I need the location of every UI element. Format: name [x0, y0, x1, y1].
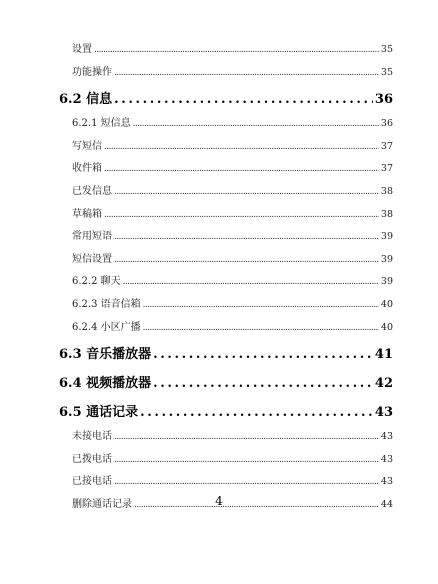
toc-entry-title: 草稿箱	[72, 208, 102, 220]
toc-entry-title: 6.4 视频播放器	[59, 376, 152, 392]
dot-leader	[153, 347, 373, 362]
toc-entry-title: 写短信	[72, 140, 102, 152]
toc-entry-title: 已接电话	[72, 476, 112, 488]
dot-leader	[104, 142, 379, 152]
dot-leader	[114, 432, 379, 442]
toc-entry-title: 6.3 音乐播放器	[59, 347, 152, 363]
toc-entry-title: 收件箱	[72, 163, 102, 175]
toc-entry-page: 37	[380, 163, 393, 175]
toc-entry-title: 6.2.1 短信息	[72, 118, 131, 130]
dot-leader	[114, 68, 379, 78]
toc-entry-title: 6.5 通话记录	[59, 405, 139, 421]
dot-leader	[143, 300, 379, 310]
toc-entry[interactable]	[59, 450, 393, 473]
toc-entry[interactable]	[59, 159, 393, 182]
toc-entry[interactable]	[59, 205, 393, 228]
dot-leader	[114, 92, 373, 107]
toc-entry-page: 38	[380, 208, 393, 220]
toc-entry-page: 40	[380, 298, 393, 310]
toc-entry[interactable]	[59, 40, 393, 63]
toc-entry[interactable]	[59, 182, 393, 205]
toc-entry[interactable]	[59, 318, 393, 341]
page-number: 4	[215, 494, 223, 508]
dot-leader	[114, 455, 379, 465]
dot-leader	[143, 323, 379, 333]
toc-entry-title: 常用短语	[72, 231, 112, 243]
toc-entry-page: 43	[380, 431, 393, 443]
toc-entry-page: 37	[380, 140, 393, 152]
toc-entry-title: 短信设置	[72, 253, 112, 265]
dot-leader	[94, 45, 379, 55]
dot-leader	[104, 164, 379, 174]
toc-entry-title: 6.2.3 语音信箱	[72, 298, 141, 310]
toc-entry[interactable]	[59, 472, 393, 495]
toc-entry-title: 6.2.4 小区广播	[72, 321, 141, 333]
toc-entry-page: 35	[380, 44, 393, 55]
toc-section-entry[interactable]	[59, 369, 393, 395]
toc-entry-page: 39	[380, 253, 393, 265]
toc-entry-title: 删除通话记录	[72, 498, 132, 510]
toc-section-entry[interactable]	[59, 398, 393, 424]
toc-entry[interactable]	[59, 227, 393, 250]
toc-entry-page: 43	[380, 476, 393, 488]
toc-entry-page: 36	[380, 118, 393, 130]
toc-entry-page: 43	[380, 453, 393, 465]
toc-section-entry[interactable]	[59, 85, 393, 111]
toc-entry[interactable]	[59, 63, 393, 86]
toc-entry-page: 43	[374, 405, 393, 421]
toc-entry[interactable]	[59, 114, 393, 137]
dot-leader	[104, 210, 379, 220]
toc-entry-page: 40	[380, 321, 393, 333]
toc-entry[interactable]	[59, 137, 393, 160]
toc-entry-title: 6.2.2 聊天	[72, 276, 121, 288]
toc-entry-page: 39	[380, 231, 393, 243]
toc-entry-title: 功能操作	[72, 66, 112, 78]
dot-leader	[114, 187, 379, 197]
toc-entry-title: 6.2 信息	[59, 92, 113, 108]
dot-leader	[153, 376, 373, 391]
table-of-contents	[59, 40, 393, 518]
toc-entry-title: 未接电话	[72, 431, 112, 443]
toc-entry[interactable]	[59, 427, 393, 450]
dot-leader	[114, 232, 379, 242]
toc-section-entry[interactable]	[59, 340, 393, 366]
toc-entry-page: 36	[374, 92, 393, 108]
toc-entry[interactable]	[59, 250, 393, 273]
dot-leader	[133, 119, 379, 129]
dot-leader	[114, 255, 379, 265]
toc-entry-page: 41	[374, 347, 393, 363]
toc-entry-title: 已拨电话	[72, 453, 112, 465]
toc-entry-page: 44	[380, 498, 393, 510]
toc-entry-title: 设置	[72, 44, 92, 55]
toc-entry-page: 42	[374, 376, 393, 392]
toc-entry-page: 39	[380, 276, 393, 288]
toc-entry[interactable]	[59, 295, 393, 318]
toc-entry-page: 35	[380, 66, 393, 78]
toc-entry[interactable]	[59, 272, 393, 295]
toc-entry-title: 已发信息	[72, 185, 112, 197]
dot-leader	[114, 477, 379, 487]
dot-leader	[123, 277, 379, 287]
dot-leader	[140, 405, 373, 420]
toc-entry-page: 38	[380, 185, 393, 197]
